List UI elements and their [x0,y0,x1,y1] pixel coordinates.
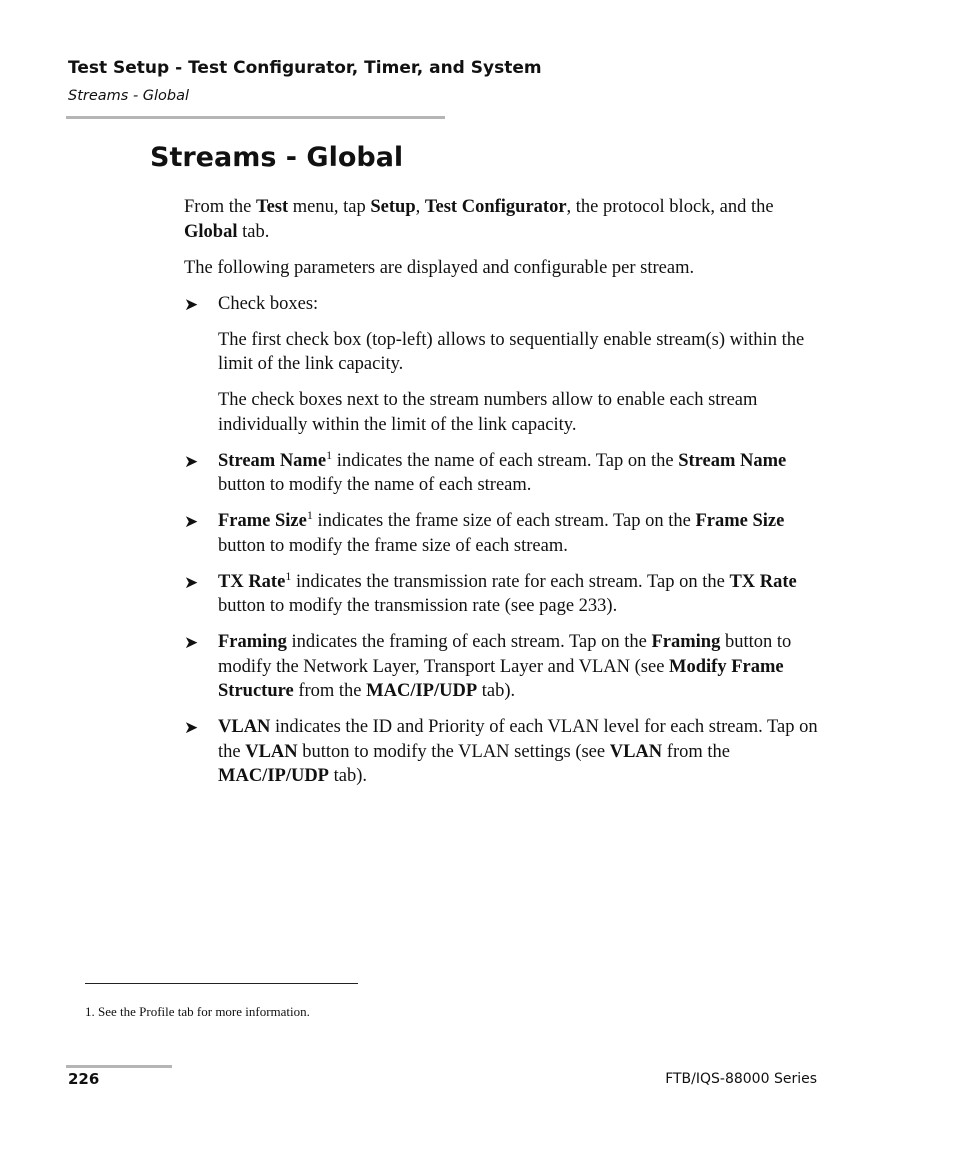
bullet-check-boxes: ➤ Check boxes: [184,292,824,317]
running-header-title: Test Setup - Test Configurator, Timer, and System [68,58,542,78]
arrow-bullet-icon: ➤ [184,294,199,315]
running-header-subtitle: Streams - Global [68,88,190,104]
check-boxes-detail-2: The check boxes next to the stream numbers allow to enable each stream individually within the limit of the link capacity. [218,390,758,435]
product-name: FTB/IQS-88000 Series [665,1071,817,1087]
intro-paragraph: From the Test menu, tap Setup, Test Configurator, the protocol block, and the Global tab. [184,197,774,242]
params-paragraph: The following parameters are displayed and configurable per stream. [184,257,695,278]
arrow-bullet-icon: ➤ [184,512,199,532]
header-rule [66,116,445,119]
body-content [184,195,824,800]
footnote-ref: 1 [326,447,333,462]
page-title: Streams - Global [150,142,404,173]
arrow-bullet-icon: ➤ [184,633,199,653]
arrow-bullet-icon: ➤ [184,572,199,593]
bullet-framing: ➤ Framing indicates the framing of each stream. Tap on the Framing button to modify the Network Layer, Transport Layer and VLAN (see Modify Frame Structure from the MAC/IP/UDP tab). [184,632,792,701]
arrow-bullet-icon: ➤ [184,451,199,472]
footer-rule [66,1065,172,1068]
bullet-frame-size: ➤ Frame Size$^1$ indicates the frame size of each stream. Tap on the Frame Size button to modify the frame size of each stream. [184,508,785,556]
footnote: 1. See the Profile tab for more information. [85,1004,310,1019]
bullet-tx-rate: ➤ TX Rate$^1$ indicates the transmission rate for each stream. Tap on the TX Rate button to modify the transmission rate (see page 233). [184,568,797,616]
footnote-ref: 1 [285,568,292,583]
page-number: 226 [68,1070,100,1088]
bullet-stream-name: ➤ Stream Name$^1$ indicates the name of each stream. Tap on the Stream Name button to modify the name of each stream. [184,447,787,495]
footnote-ref: 1 [306,508,313,522]
bullet-vlan: ➤ VLAN indicates the ID and Priority of each VLAN level for each stream. Tap on the VLAN button to modify the VLAN settings (see VLAN from the MAC/IP/UDP tab). [184,717,818,786]
footnote-rule [85,983,358,984]
arrow-bullet-icon: ➤ [184,718,199,738]
check-boxes-detail-1: The first check box (top-left) allows to sequentially enable stream(s) within the limit of the link capacity. [218,329,805,374]
